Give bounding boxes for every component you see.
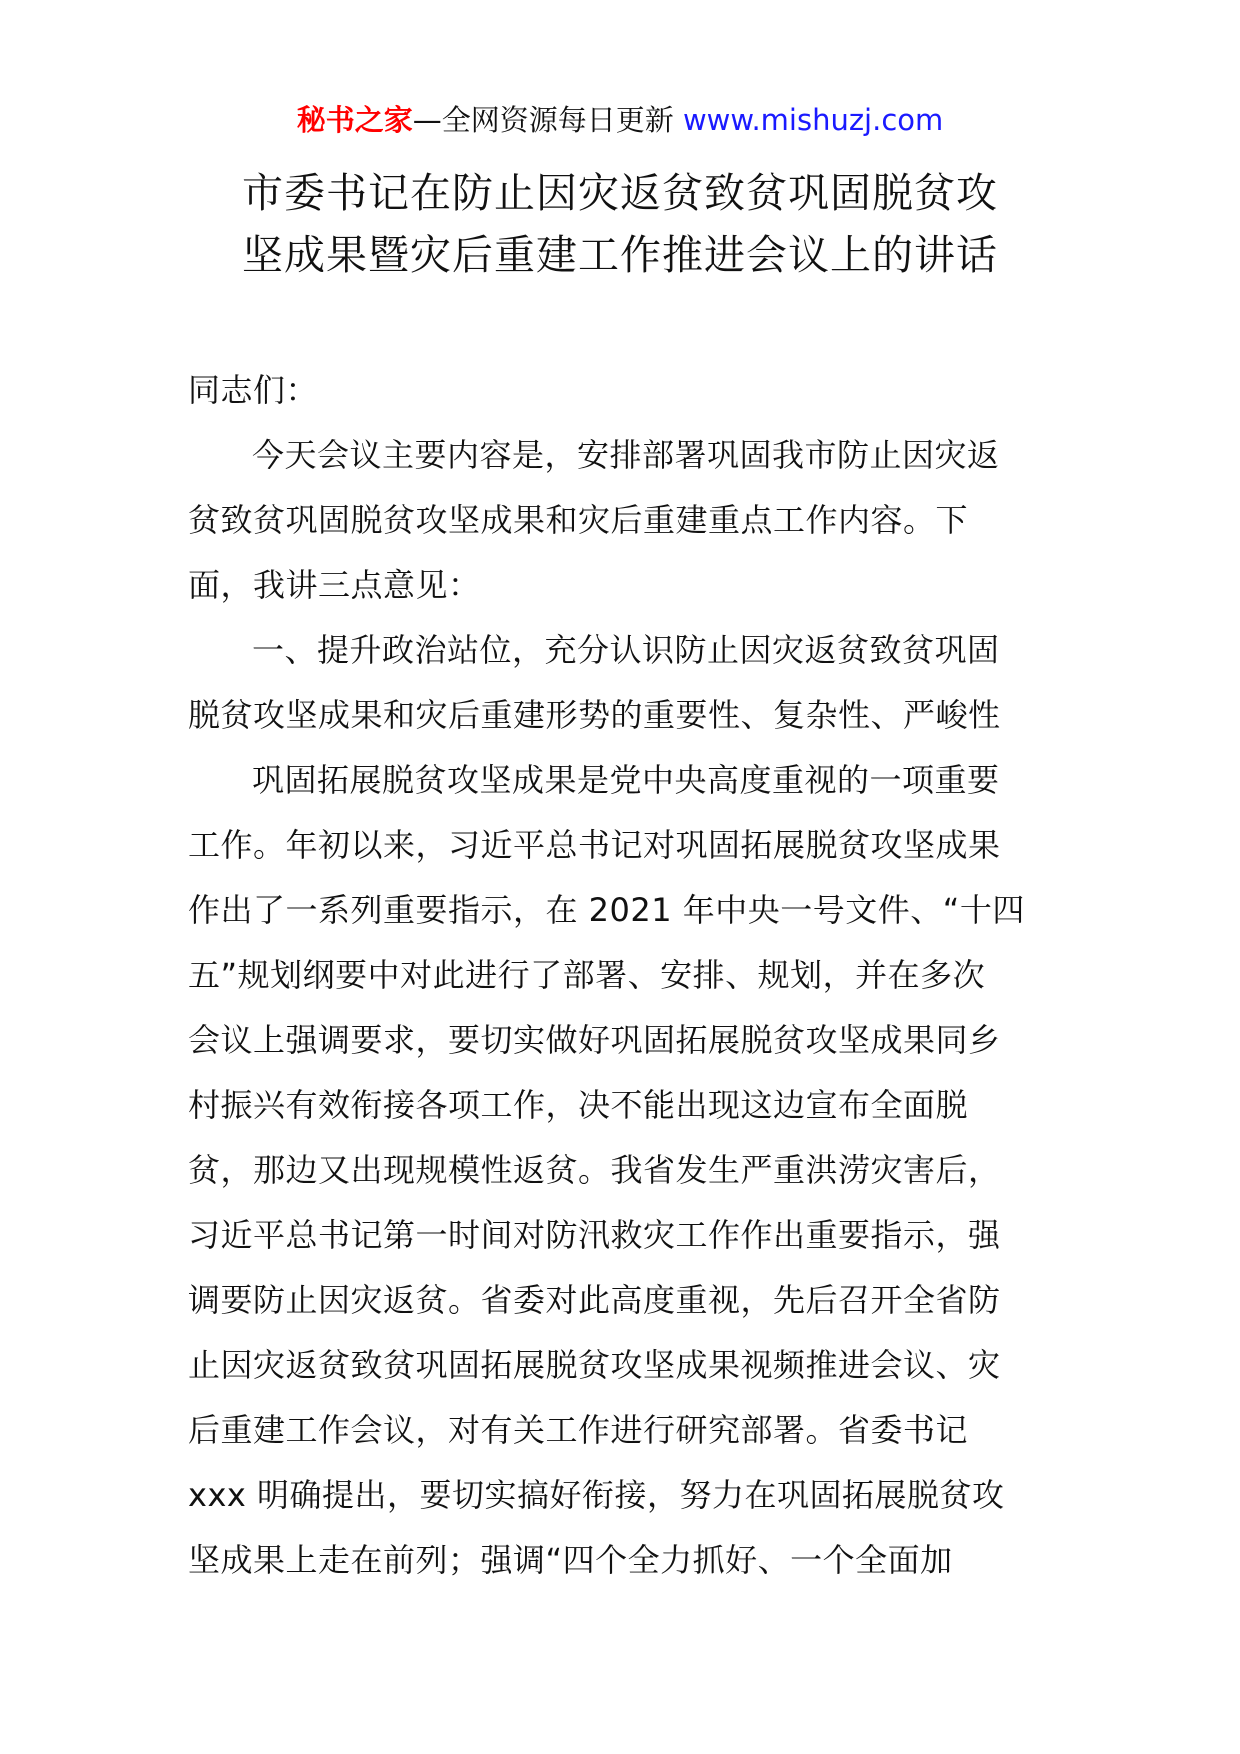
paragraph-line: 坚成果上走在前列；强调“四个全力抓好、一个全面加 xyxy=(188,1541,953,1579)
paragraph-line: 贫致贫巩固脱贫攻坚成果和灾后重建重点工作内容。下 xyxy=(188,501,969,539)
title-line-1: 市委书记在防止因灾返贫致贫巩固脱贫攻 xyxy=(242,169,998,217)
site-header xyxy=(0,100,1240,140)
document-title xyxy=(150,162,1090,286)
paragraph-line: 调要防止因灾返贫。省委对此高度重视，先后召开全省防 xyxy=(188,1281,1001,1319)
paragraph-line: 工作。年初以来，习近平总书记对巩固拓展脱贫攻坚成果 xyxy=(188,826,1001,864)
site-url-link[interactable]: www.mishuzj.com xyxy=(682,103,944,137)
paragraph-line: 后重建工作会议，对有关工作进行研究部署。省委书记 xyxy=(188,1411,969,1449)
paragraph-line: 止因灾返贫致贫巩固拓展脱贫攻坚成果视频推进会议、灾 xyxy=(188,1346,1001,1384)
title-line-2: 坚成果暨灾后重建工作推进会议上的讲话 xyxy=(242,231,998,279)
header-tagline: —全网资源每日更新 xyxy=(412,103,674,137)
paragraph-line: 五”规划纲要中对此进行了部署、安排、规划，并在多次 xyxy=(188,956,986,994)
section-heading-line: 一、提升政治站位，充分认识防止因灾返贫致贫巩固 xyxy=(252,631,1000,669)
paragraph-line: xxx 明确提出，要切实搞好衔接，努力在巩固拓展脱贫攻 xyxy=(188,1476,1005,1514)
paragraph-line: 会议上强调要求，要切实做好巩固拓展脱贫攻坚成果同乡 xyxy=(188,1021,1001,1059)
brand-name: 秘书之家 xyxy=(296,103,413,137)
paragraph-line: 村振兴有效衔接各项工作，决不能出现这边宣布全面脱 xyxy=(188,1086,969,1124)
speech-body xyxy=(188,358,1068,1593)
paragraph-line: 贫，那边又出现规模性返贫。我省发生严重洪涝灾害后， xyxy=(188,1151,1001,1189)
paragraph-line: 习近平总书记第一时间对防汛救灾工作作出重要指示，强 xyxy=(188,1216,1001,1254)
paragraph-line: 面，我讲三点意见： xyxy=(188,566,481,604)
paragraph-line: 今天会议主要内容是，安排部署巩固我市防止因灾返 xyxy=(252,436,1000,474)
salutation: 同志们： xyxy=(188,371,319,409)
section-heading-line: 脱贫攻坚成果和灾后重建形势的重要性、复杂性、严峻性 xyxy=(188,696,1001,734)
paragraph-line: 作出了一系列重要指示，在 2021 年中央一号文件、“十四 xyxy=(188,891,1025,929)
paragraph-line: 巩固拓展脱贫攻坚成果是党中央高度重视的一项重要 xyxy=(252,761,1000,799)
